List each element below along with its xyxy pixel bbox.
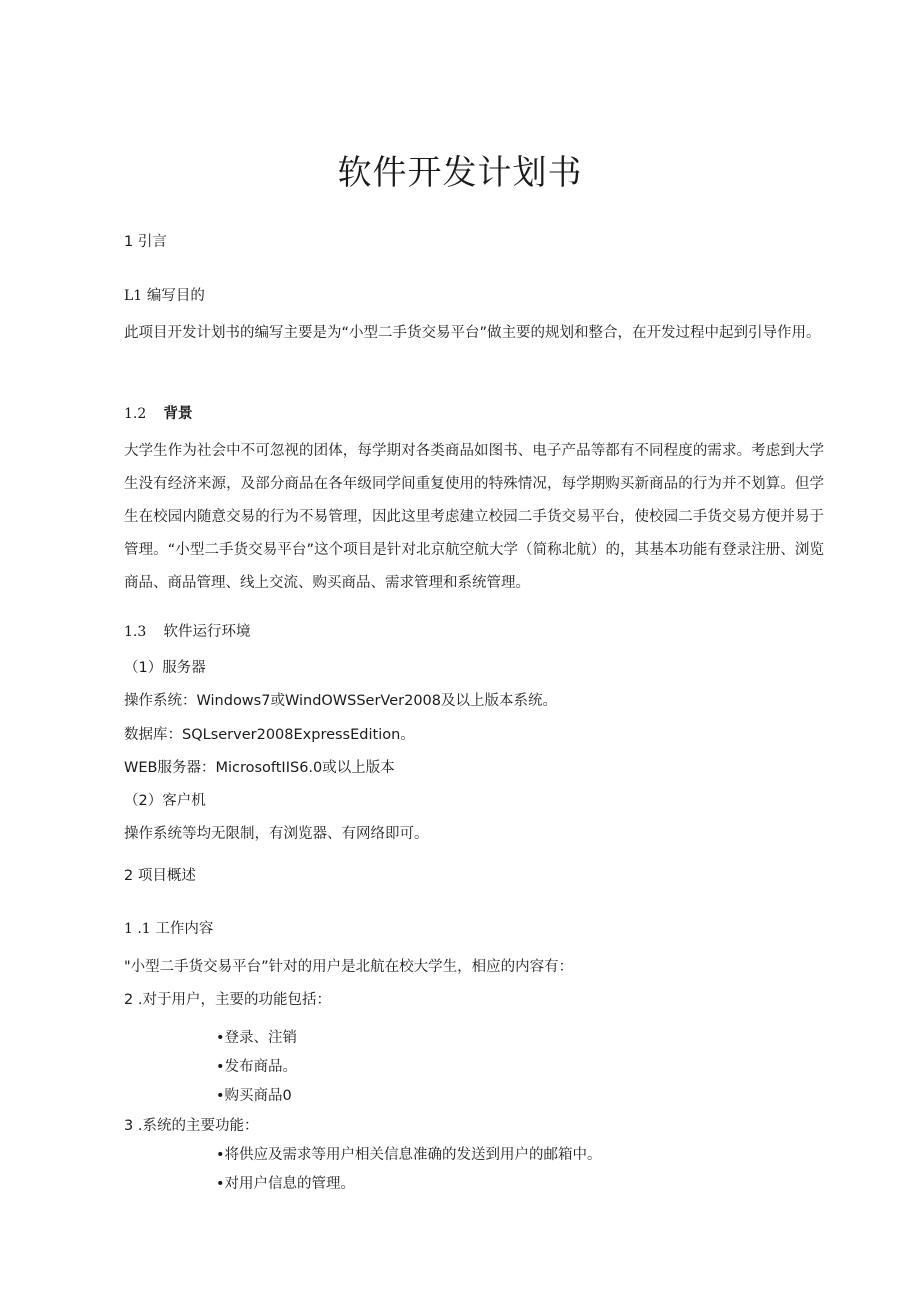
section-1-3-title: 软件运行环境: [163, 624, 251, 640]
system-bullet: •对用户信息的管理。: [216, 1176, 356, 1192]
list-item-users: 2 .对于用户，主要的功能包括：: [124, 992, 331, 1008]
document-title: 软件开发计划书: [337, 153, 583, 193]
server-database: 数据库：SQLserver2008ExpressEdition。: [124, 727, 415, 743]
user-bullet: •购买商品0: [216, 1088, 292, 1104]
server-label: （1）服务器: [124, 660, 206, 676]
section-1-1-text: 此项目开发计划书的编写主要是为“小型二手货交易平台”做主要的规划和整合，在开发过程中起到引导作用。: [124, 325, 821, 341]
section-2-1-number: 1 .1: [124, 921, 151, 937]
section-2-heading: 2 项目概述: [124, 868, 196, 884]
list-item-system: 3 .系统的主要功能：: [124, 1118, 259, 1134]
section-1-1-heading: [124, 285, 205, 307]
client-text: 操作系统等均无限制，有浏览器、有网络即可。: [124, 826, 429, 842]
section-1-heading: 1 引言: [124, 234, 167, 250]
client-label: （2）客户机: [124, 793, 206, 809]
section-1-2-heading: [124, 403, 192, 425]
section-1-2-number: 1.2: [124, 406, 147, 422]
section-1-3-number: 1.3: [124, 624, 147, 640]
section-2-1-intro: "小型二手货交易平台”针对的用户是北航在校大学生，相应的内容有：: [124, 959, 574, 975]
user-bullet: •发布商品。: [216, 1059, 298, 1075]
user-bullet: •登录、注销: [216, 1030, 298, 1046]
section-1-1-number: L1: [124, 288, 143, 304]
system-bullet: •将供应及需求等用户相关信息准确的发送到用户的邮箱中。: [216, 1147, 602, 1163]
server-web: WEB服务器：MicrosoftIIS6.0或以上版本: [124, 760, 395, 776]
server-os: 操作系统：Windows7或WindOWSSerVer2008及以上版本系统。: [124, 693, 558, 709]
section-2-1-heading: [124, 918, 213, 940]
section-1-2-text: 大学生作为社会中不可忽视的团体，每学期对各类商品如图书、电子产品等都有不同程度的需求。考虑到大学生没有经济来源，及部分商品在各年级同学间重复使用的特殊情况，每学期购买新商品的行为并不划算。但学生在校园内随意交易的行为不易管理，因此这里考虑建立校园二手货交易平台，使校园二手货交易方便并易于管理。“小型二手货交易平台”这个项目是针对北京航空航大学（简称北航）的，其基本功能有登录注册、浏览商品、商品管理、线上交流、购买商品、需求管理和系统管理。: [124, 443, 824, 591]
section-2-1-title: 工作内容: [155, 921, 214, 937]
section-1-2-title: 背景: [163, 406, 193, 422]
section-1-3-heading: [124, 621, 250, 643]
section-1-1-title: 编写目的: [146, 288, 205, 304]
